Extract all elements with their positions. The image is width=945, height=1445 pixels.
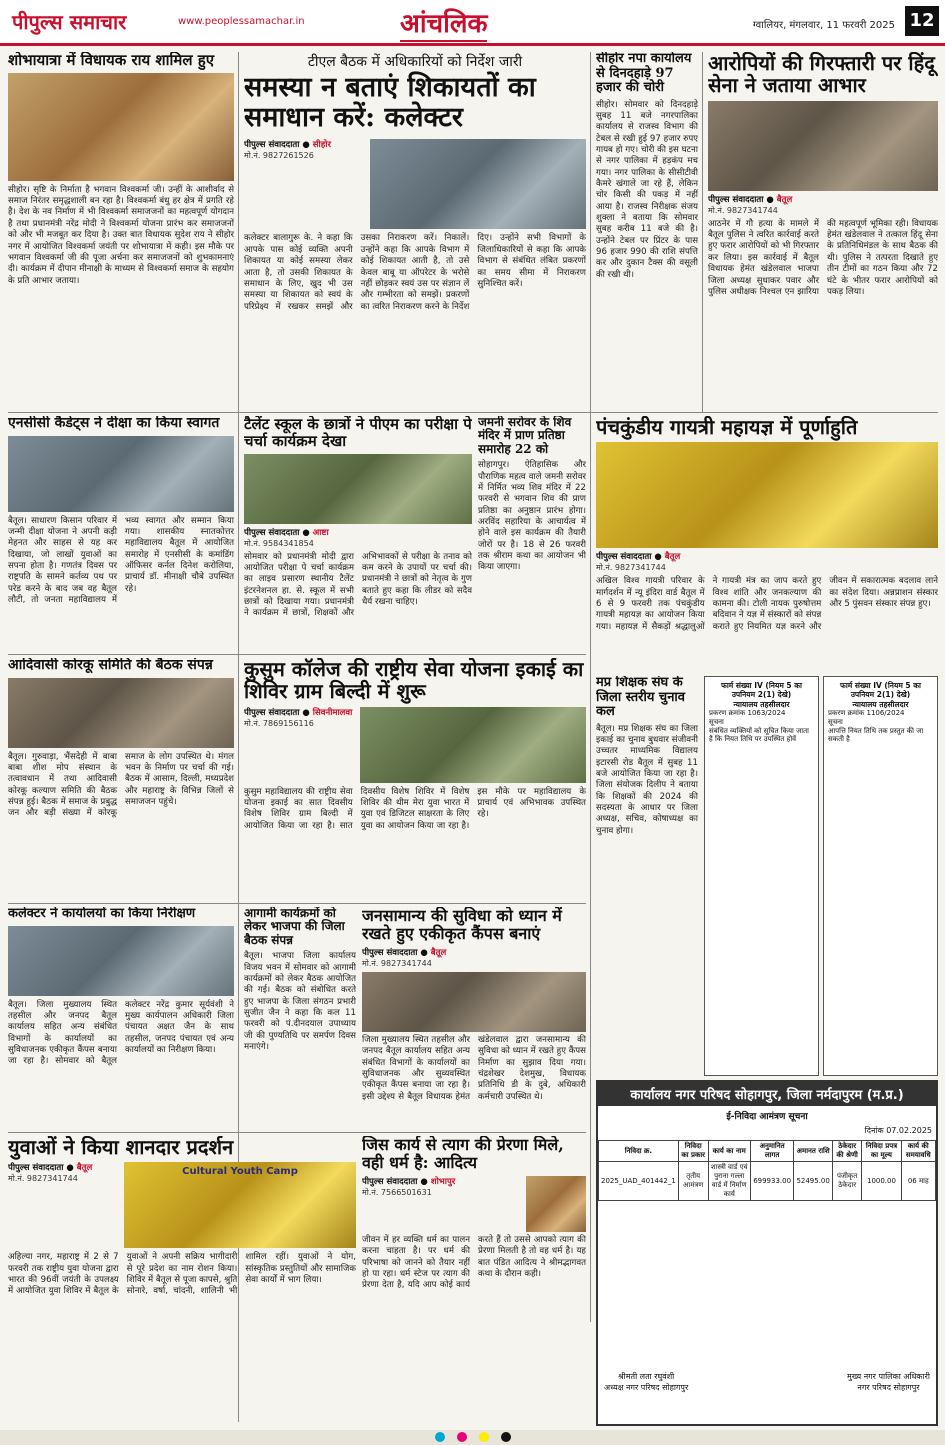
headline: जिस कार्य से त्याग की प्रेरणा मिले, वही धर्म है: आदित्य (362, 1136, 564, 1172)
article-body: कलेक्टर बालागुरू के. ने कहा कि आपके पास कोई व्यक्ति अपनी शिकायत या कोई समस्या लेकर आता है, तो उसकी शिकायत के समाधान के लिए, खुद भी उस समस्या या शिकायत को स्वयं के परिप्रेक्ष्य में रखकर समझें और उसका निराकरण करें। निकालें। उन्होंने कहा कि आपके विभाग में कोई शिकायत आती है, तो उसे केवल बाबू या ऑपरेटर के भरोसे नहीं छोड़कर स्वयं उस पर संज्ञान लें और गम्भीरता को समझें। प्रकरणों का त्वरित निराकरण करने के निर्देश दिए। उन्होंने सभी विभागों के जिलाधिकारियों से कहा कि आपके विभाग से संबंधित लंबित प्रकरणों का समय सीमा में निराकरण सुनिश्चित करें। (244, 233, 586, 312)
mobile: मो.नं. 9827341744 (596, 563, 666, 573)
article-body: जीवन में हर व्यक्ति धर्म का पालन करना चाहता है। पर धर्म की परिभाषा को जानने को तैयार नहीं हो पा रहा। धर्म स्टेज पर त्याग की प्रेरणा देता है, यदि आप कोई कार्य करते हैं तो उससे आपको त्याग की प्रेरणा मिलती है तो वह धर्म है। यह बात पंडित आदित्य ने श्रीमद्भागवत कथा के दौरान कही। (362, 1234, 586, 1291)
article-arrest (708, 52, 938, 412)
article-body: सोमवार को प्रधानमंत्री मोदी द्वारा आयोजित परीक्षा पे चर्चा कार्यक्रम का लाइव प्रसारण स्थानीय टैलेंट इंटरनेशनल हा. से. स्कूल में सभी छात्रों को दिखाया गया। प्रधानमंत्री ने कार्यक्रम में छात्रों, शिक्षकों और अभिभावकों से परीक्षा के तनाव को कम करने के उपायों पर चर्चा की। प्रधानमंत्री ने छात्रों को नेतृत्व के गुण बताते हुए कहा कि लीडर को सदैव धैर्य रखना चाहिए। (244, 551, 472, 619)
article-dharma (362, 1136, 586, 1426)
article-koraku (8, 658, 234, 900)
article-shikshak (596, 676, 698, 906)
mobile: मो.नं. 9827341744 (8, 1174, 78, 1184)
site-url[interactable]: www.peoplessamachar.in (178, 16, 305, 27)
article-campus (362, 907, 586, 1129)
article-body: बैतूल। मप्र शिक्षक संघ का जिला इकाई का चुनाव बुधवार संजीवनी उच्चतर माध्यमिक विद्यालय इटारसी रोड बैतूल में सुबह 11 बजे आयोजित किया जा रहा है। जिला संयोजक दिलीप ने बताया कि शिक्षकों की 2024 की सदस्यता के आधार पर जिला अध्यक्ष, सचिव, कोषाध्यक्ष का चुनाव होगा। (596, 723, 698, 836)
headline: युवाओं ने किया शानदार प्रदर्शन (8, 1136, 234, 1159)
tender-notice: कार्यालय नगर परिषद सोहागपुर, जिला नर्मदापुरम (म.प्र.) ई-निविदा आमंत्रण सूचना दिनांक 07.02.2025 निविदा क्र. निविदा का प्रकार कार्य का नाम अनुमानित लागत अमानत राशि ठेकेदार की श्रेणी निविदा प्रपत्र का मूल्य कार्य की समयावधि 2025_UAD_401442_1 तृतीय आमंत्रण शास्त्री वार्ड एवं पुराना गल्ला वार्ड में निर्माण कार्य 699933.00 52495.00 पंजीकृत ठेकेदार 1000.00 06 माह श्रीमती लता रघुवंशी अध्यक्ष नगर परिषद सोहागपुर मुख्य नगर पालिका अधिकारी नगर परिषद सोहागपुर (596, 1080, 938, 1426)
news-photo (8, 926, 234, 996)
article-body: बैतूल। गुरुवाड़ा, भैंसदेही में बाबा बाबा शीश मोप संस्थान के तत्वावधान में तथा आदिवासी कोरकू कल्याण समिति की बैठक संपन्न हुई। बैठक में समाज के प्रबुद्ध जन और बड़ी संख्या में कोरकू समाज के लोग उपस्थित थे। मंगल भवन के निर्माण पर चर्चा की गई। बैठक में आसाम, दिल्ली, मध्यप्रदेश और महाराष्ट्र के विभिन्न जिलों से समाजजन पहुंचे। (8, 751, 234, 819)
article-body: अहिल्या नगर, महाराष्ट्र में 2 से 7 फरवरी तक राष्ट्रीय युवा योजना द्वारा भारत की 96वीं जयंती के उपलक्ष्य में आयोजित युवा शिविर में बैतूल के युवाओं ने अपनी सक्रिय भागीदारी से पूरे प्रदेश का नाम रोशन किया। शिविर में बैतूल से पूजा कापसे, श्रुति सोनारे, वर्षा, चांदनी, शालिनी भी शामिल रहीं। युवाओं ने योग, सांस्कृतिक प्रस्तुतियों और सामाजिक सेवा कार्यों में भाग लिया। (8, 1252, 356, 1297)
mobile: मो.नं. 9827341744 (362, 958, 432, 968)
masthead (0, 0, 945, 46)
dateline: ग्वालियर, मंगलवार, 11 फरवरी 2025 (752, 20, 895, 31)
section-title: आंचलिक (400, 4, 487, 40)
headline: जनसामान्य की सुविधा को ध्यान में रखते हुए एकीकृत कैंपस बनाएं (362, 907, 562, 943)
tender-subtitle: ई-निविदा आमंत्रण सूचना (726, 1112, 808, 1122)
headline: मप्र शिक्षक संघ के जिला स्तरीय चुनाव कल (596, 676, 686, 720)
article-tl-meeting (244, 52, 586, 402)
headline: एनसीसी कैडेट्स ने दीक्षा का किया स्वागत (8, 416, 220, 431)
byline: पीपुल्स संवाददाता ● शोभापुर (362, 1176, 456, 1187)
byline: पीपुल्स संवाददाता ● बैतूल (596, 552, 681, 563)
headline: शोभायात्रा में विधायक राय शामिल हुए (8, 52, 214, 69)
article-gayatri (596, 416, 938, 671)
article-kusum (244, 658, 586, 900)
tender-title: कार्यालय नगर परिषद सोहागपुर, जिला नर्मदापुरम (म.प्र.) (598, 1082, 936, 1106)
kicker: टीएल बैठक में अधिकारियों को निर्देश जारी (307, 54, 523, 70)
byline: पीपुल्स संवाददाता ● बैतूल (362, 947, 447, 958)
article-body: बैतूल। साधारण किसान परिवार में जन्मी दीक्षा योजना ने अपनी कड़ी मेहनत और साहस से यह कर दिखाया, जो लाखों युवाओं का सपना होता है। गणतंत्र दिवस पर राष्ट्रपति के सामने कर्तव्य पथ पर परेड करने के बाद जब वह बैतूल लौटी, तो जनता महाविद्यालय में भव्य स्वागत और सम्मान किया गया। शासकीय स्नातकोत्तर महाविद्यालय बैतूल में आयोजित समारोह में एनसीसी के कमांडिंग ऑफिसर कर्नल दिनेश करोलिया, प्राचार्य डॉ. मीनाक्षी चौबे उपस्थित रहे। (8, 515, 234, 606)
legal-notice-2: फार्म संख्या IV (नियम 5 का उपनियम 2(1) देखे) न्यायालय तहसीलदार प्रकरण क्रमांक 1106/2024 सूचना आपत्ति नियत तिथि तक प्रस्तुत की जा सकती है (823, 676, 938, 1076)
news-photo (244, 454, 472, 524)
headline: टैलेंट स्कूल के छात्रों ने पीएम का परीक्षा पे चर्चा कार्यक्रम देखा (244, 416, 472, 450)
mobile: मो.नं. 9827341744 (708, 205, 778, 215)
headline: समस्या न बताएं शिकायतों का समाधान करें: कलेक्टर (244, 72, 536, 134)
article-body: बैतूल। जिला मुख्यालय स्थित तहसील और जनपद बैतूल कार्यालय सहित अन्य संबंधित विभागों के कार्यालयों का सुविधाजनक एकीकृत कैंपस बनाया जा रहा है। सोमवार को बैतूल कलेक्टर नरेंद्र कुमार सूर्यवंशी ने मुख्य कार्यपालन अधिकारी जिला पंचायत अक्षत जैन के साथ तहसील, जनपद पंचायत एवं अन्य कार्यालयों का निरीक्षण किया। (8, 999, 234, 1067)
byline: पीपुल्स संवाददाता ● सीहोर (244, 140, 331, 151)
article-body: सीहोर। सोमवार को दिनदहाड़े सुबह 11 बजे नगरपालिका कार्यालय से राजस्व विभाग की टेबल से रखी हुई 97 हजार रुपए गायब हो गए। चोरी की इस घटना से नगर पालिका में हड़कंप मच गया। नगर पालिका के सीसीटीवी कैमरे खंगाले जा रहे हैं, लेकिन चोर किसी की पकड़ में नहीं आया है। राजस्व निरीक्षक संजय शुक्ला ने बताया कि सोमवार सुबह करीब 11 बजे की है। उन्होंने टेबल पर प्रिंटर के पास 96 हजार 990 की राशि संपत्ति कर और दुकान टैक्स की वसूली की रखी थी। (596, 99, 698, 280)
legal-notice-1: फार्म संख्या IV (नियम 5 का उपनियम 2(1) देखे) न्यायालय तहसीलदार प्रकरण क्रमांक 1063/2024 सूचना संबंधित व्यक्तियों को सूचित किया जाता है कि नियत तिथि पर उपस्थित होवें (704, 676, 819, 1076)
news-photo (8, 678, 234, 748)
article-body: कुसुम महाविद्यालय की राष्ट्रीय सेवा योजना इकाई का सात दिवसीय विशेष शिविर ग्राम बिल्दी में आयोजित किया जा रहा है। सात दिवसीय विशेष शिविर में विशेष शिविर की थीम मेरा युवा भारत में युवा एवं डिजिटल साक्षरता के लिए युवा का आयोजन किया जा रहा है। इस मौके पर महाविद्यालय के प्राचार्य एवं अभिभावक उपस्थित रहे। (244, 786, 586, 831)
news-photo (360, 707, 586, 783)
tender-date: दिनांक 07.02.2025 (864, 1126, 932, 1135)
photo-banner: Cultural Youth Camp (182, 1166, 298, 1178)
article-collector-inspect (8, 907, 234, 1129)
article-body: अखिल विश्व गायत्री परिवार के मार्गदर्शन में न्यू इंदिरा वार्ड बैतूल में 6 से 9 फरवरी तक पंचकुंडीय गायत्री महायज्ञ का आयोजन किया गया। महायज्ञ में सैकड़ों श्रद्धालुओं ने गायत्री मंत्र का जाप करते हुए विश्व शांति और जनकल्याण की कामना की। टोली नायक पुरुषोत्तम बदिवान ने यज्ञ में संस्कारों को संपन्न कराते हुए नियमित यज्ञ करने और जीवन में सकारात्मक बदलाव लाने का संदेश दिया। अन्नप्राशन संस्कार और 5 पुंसवन संस्कार संपन्न हुए। (596, 576, 938, 632)
article-body: सीहोर। सृष्टि के निर्माता है भगवान विश्वकर्मा जी। उन्हीं के आशीर्वाद से समाज निरंतर समृद्धशाली बन रहा है। विश्वकर्मा बंधु हर क्षेत्र में प्रगति रहे है। देश के नव निर्माण में भी विश्वकर्मा समाजजनों का महत्वपूर्ण योगदान है तथा प्रधानमंत्री नरेंद्र मोदी ने विश्वकर्मा योजना प्रारंभ कर समाजजनों को और भी मजबूत कर दिया है। उक्त बात विधायक सुदेश राय ने सीहोर नगर में आयोजित विश्वकर्मा जयंती पर शोभायात्रा में कही। इस मौके पर भगवान विश्वकर्मा जी की पूजा अर्चना कर समाजजनों को शुभकामनाएं दी। कार्यक्रम में दीपान मीनाक्षी के माध्यम से विश्वकर्मा समाज के सहयोग के प्रति आभार जताया। (8, 184, 234, 286)
brand-logo: पीपुल्स समाचार (12, 10, 127, 34)
mobile: मो.नं. 9827261526 (244, 151, 314, 161)
byline: पीपुल्स संवाददाता ● आष्टा (244, 527, 329, 538)
byline: पीपुल्स संवाददाता ● सिवनीमालवा (244, 707, 353, 718)
news-photo (708, 101, 938, 191)
headline: कुसुम कॉलेज की राष्ट्रीय सेवा योजना इकाई का शिविर ग्राम बिल्दी में शुरू (244, 658, 584, 704)
news-photo (124, 1162, 356, 1248)
article-theft (596, 52, 698, 412)
article-body: बैतूल। भाजपा जिला कार्यालय विजय भवन में सोमवार को आगामी कार्यक्रमों को लेकर बैठक आयोजित की गई। बैठक को संबोधित करते हुए भाजपा के जिला संगठन प्रभारी सुजीत जैन ने कहा कि कल 11 फरवरी को पं.दीनदयाल उपाध्याय जी की पुण्यतिथि पर समर्पण दिवस मनाएंगे। (244, 951, 356, 1053)
mobile: मो.नं. 9584341854 (244, 538, 314, 548)
mobile: मो.नं. 7566501631 (362, 1187, 432, 1197)
news-photo (596, 442, 938, 548)
article-body: आठनेर में गौ हत्या के मामले में बैतूल पुलिस ने त्वरित कार्रवाई करते हुए फरार आरोपियों को भी गिरफ्तार कर लिया। इस कार्रवाई में बैतूल विधायक हेमंत खंडेलवाल भाजपा जिला अध्यक्ष सुधाकर पवार और पुलिस अधीक्षक निश्चल एन झारिया की महत्वपूर्ण भूमिका रही। विधायक हेमंत खंडेलवाल ने तत्काल हिंदू सेना के प्रतिनिधिमंडल के साथ बैठक की थी। पुलिस ने तत्परता दिखाते हुए तीन टीमों का गठन किया और 72 घंटे के भीतर फरार आरोपियों को पकड़ लिया। (708, 218, 938, 297)
signatory-1: श्रीमती लता रघुवंशी (617, 1372, 675, 1381)
byline: पीपुल्स संवाददाता ● बैतूल (8, 1163, 93, 1174)
byline: पीपुल्स संवाददाता ● बैतूल (708, 194, 793, 205)
headline: जमनी सरोवर के शिव मंदिर में प्राण प्रतिष्ठा समारोह 22 को (478, 416, 572, 456)
portrait-photo (526, 1176, 586, 1232)
headline: कलेक्टर ने कार्यालयों का किया निरीक्षण (8, 907, 196, 921)
article-shobhayatra (8, 52, 234, 412)
article-shiv-temple (478, 416, 586, 651)
news-photo (362, 972, 586, 1032)
headline: आगामी कार्यक्रमों को लेकर भाजपा की जिला बैठक संपन्न (244, 907, 345, 947)
signatory-2: मुख्य नगर पालिका अधिकारी (847, 1372, 930, 1381)
article-ncc (8, 416, 234, 651)
print-registration-bar (0, 1430, 945, 1445)
news-photo (8, 436, 234, 512)
news-photo (370, 139, 586, 229)
headline: पंचकुंडीय गायत्री महायज्ञ में पूर्णाहुति (596, 416, 858, 439)
headline: आदिवासी कोरकू समिति की बैठक संपन्न (8, 658, 213, 673)
tender-table: निविदा क्र. निविदा का प्रकार कार्य का नाम अनुमानित लागत अमानत राशि ठेकेदार की श्रेणी निविदा प्रपत्र का मूल्य कार्य की समयावधि 2025_UAD_401442_1 तृतीय आमंत्रण शास्त्री वार्ड एवं पुराना गल्ला वार्ड में निर्माण कार्य 699933.00 52495.00 पंजीकृत ठेकेदार 1000.00 06 माह (598, 1140, 936, 1201)
article-youth (8, 1136, 356, 1426)
article-talent (244, 416, 472, 651)
mobile: मो.नं. 7869156116 (244, 718, 314, 728)
article-body: सोहागपुर। ऐतिहासिक और पौराणिक महत्व वाले जमनी सरोवर में निर्मित भव्य शिव मंदिर में 22 फरवरी से भगवान शिव की प्राण प्रतिष्ठा का अनुष्ठान प्रारंभ होगा। अरविंद सहारिया के आचार्यत्व में होने वाले इस कार्यक्रम की तैयारी जोरों पर है। 18 से 26 फरवरी तक श्रीराम कथा का आयोजन भी किया जाएगा। (478, 460, 586, 573)
article-bjp-meeting (244, 907, 356, 1129)
page-number: 12 (905, 6, 939, 36)
headline: आरोपियों की गिरफ्तारी पर हिंदू सेना ने जताया आभार (708, 52, 935, 98)
article-body: जिला मुख्यालय स्थित तहसील और जनपद बैतूल कार्यालय सहित अन्य संबंधित विभागों के कार्यालयों का सुविधाजनक और सुव्यवस्थित एकीकृत कैंपस बनाया जा रहा है। इसी उद्देश्य से बैतूल विधायक हेमंत खंडेलवाल द्वारा जनसामान्य की सुविधा को ध्यान में रखते हुए कैंपस निर्माण का सुझाव दिया गया। चंद्रशेखर देशमुख, विधायक प्रतिनिधि डी के दुबे, अधिकारी कर्मचारी उपस्थित थे। (362, 1034, 586, 1102)
headline: सीहोर नपा कार्यालय से दिनदहाड़े 97 हजार की चोरी (596, 52, 692, 96)
news-photo (8, 73, 234, 181)
